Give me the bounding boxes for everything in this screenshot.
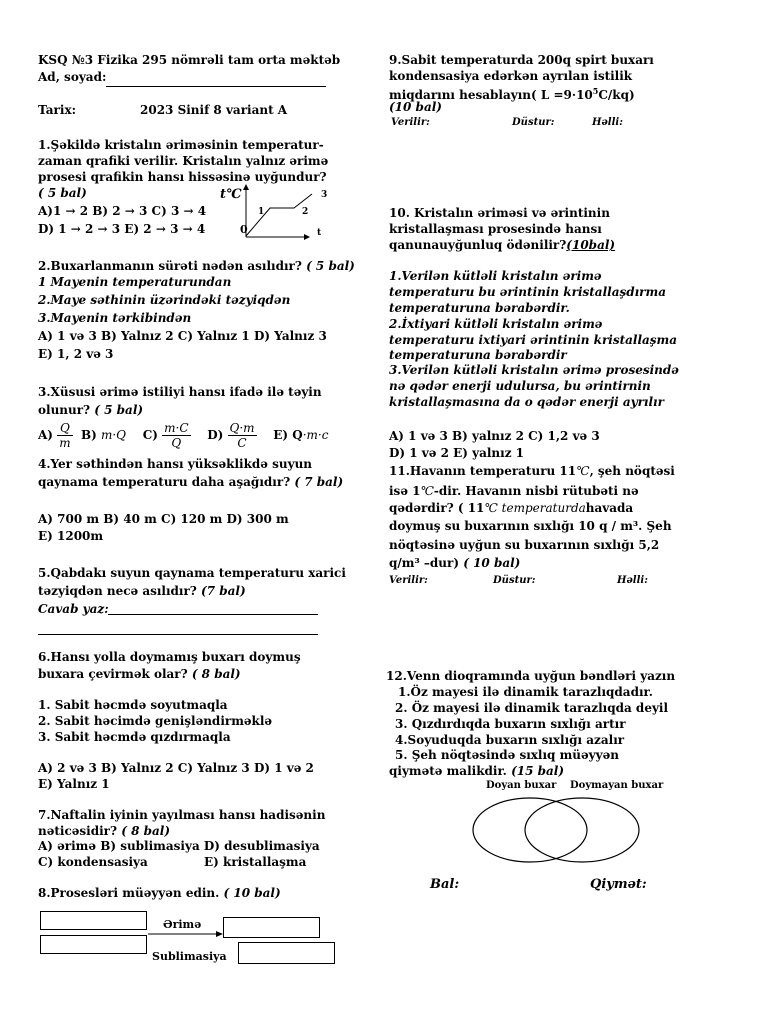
graph-origin: 0 [240,223,248,236]
q11-solution: Həlli: [617,575,648,586]
header-title: KSQ №3 Fizika 295 nömrəli tam orta məktəb [38,53,341,67]
q11-line-5: nöqtəsinə uyğun su buxarının sıxlığı 5,2 [389,538,660,552]
q10-item-3b: nə qədər enerji udulursa, bu ərintirnin [389,379,651,393]
q5-answer-line-1[interactable] [108,614,318,615]
q10-options-1: A) 1 və 3 B) yalnız 2 C) 1,2 və 3 [389,429,600,443]
q2-title: 2.Buxarlanmanın sürəti nədən asılıdır? ( 5 bal) [38,259,355,273]
q11-line-1: 11.Havanın temperaturu 11℃, şeh nöqtəsi [389,464,675,478]
q9-solution: Həlli: [592,117,623,128]
graph-x-arrow [304,234,310,240]
q11-line-6: q/m³ –dur) ( 10 bal) [389,556,521,570]
q8-label-sublimasiya: Sublimasiya [152,950,227,963]
q1-temperature-graph [220,182,336,242]
q8-title: 8.Prosesləri müəyyən edin. ( 10 bal) [38,886,281,900]
q8-box-right-top[interactable] [223,917,320,938]
q3-line-2: olunur? ( 5 bal) [38,403,144,417]
graph-point-1: 1 [258,207,265,217]
q9-given: Verilir: [391,117,430,128]
q6-line-2: buxara çevirmək olar? ( 8 bal) [38,667,241,681]
q8-label-erime: Ərimə [163,918,202,931]
graph-y-label: t℃ [220,187,242,202]
q2-options-1: A) 1 və 3 B) Yalnız 2 C) Yalnız 1 D) Yalnız 3 [38,329,327,343]
q8-box-right-bottom[interactable] [238,942,335,964]
q9-line-1: 9.Sabit temperaturda 200q spirt buxarı [389,53,654,67]
q12-item-4: 4.Soyuduqda buxarın sıxlığı azalır [395,733,625,747]
q1-options-2: D) 1 → 2 → 3 E) 2 → 3 → 4 [38,222,206,236]
q5-answer-line-2[interactable] [38,634,318,635]
venn-circle-right [525,798,639,862]
q11-line-2: isə 1℃-dir. Havanın nisbi rütubəti nə [389,484,639,498]
q9-line-3: miqdarını hesablayın( $L =9\cdot 10^5C/kq$) [389,86,635,102]
q10-item-1a: 1.Verilən kütləli kristalın ərimə [389,269,602,283]
q3-line-1: 3.Xüsusi ərimə istiliyi hansı ifadə ilə təyin [38,385,322,399]
q2-item-2: 2.Maye səthinin üzərindəki təzyiqdən [38,293,291,307]
q10-item-1c: temperaturuna bərabərdir. [389,301,570,315]
q10-line-1: 10. Kristalın əriməsi və ərintinin [389,206,610,220]
q10-line-2: kristallaşması prosesində hansı [389,222,602,236]
q11-line-4: doymuş su buxarının sıxlığı 10 q / m³. Şeh [389,519,672,533]
q7-options-1: A) ərimə B) sublimasiya D) desublimasiya [38,839,320,853]
q6-item-1: 1. Sabit həcmdə soyutmaqla [38,698,228,712]
q1-options-1: A)1 → 2 B) 2 → 3 C) 3 → 4 [38,204,207,218]
q10-item-3c: kristallaşmasına da o qədər enerji ayrılır [389,395,664,409]
q11-line-3: qədərdir? ( 11℃ temperaturdahavada [389,501,634,515]
q6-options-1: A) 2 və 3 B) Yalnız 2 C) Yalnız 3 D) 1 və 2 [38,761,314,775]
q6-line-1: 6.Hansı yolla doymamış buxarı doymuş [38,650,301,664]
q4-options-1: A) 700 m B) 40 m C) 120 m D) 300 m [38,512,289,526]
q6-item-3: 3. Sabit həcmdə qızdırmaqla [38,730,231,744]
q10-item-1b: temperaturu bu ərintinin kristallaşdırma [389,285,666,299]
q11-given: Verilir: [389,575,428,586]
q7-line-1: 7.Naftalin iyinin yayılması hansı hadisənin [38,808,326,822]
q2-item-3: 3.Mayenin tərkibindən [38,311,192,325]
year-class-variant: 2023 Sinif 8 variant A [140,103,288,117]
venn-diagram [470,795,640,865]
q5-answer-label: Cavab yaz: [38,602,109,616]
q12-item-5: 5. Şeh nöqtəsində sıxlıq müəyyən [395,748,619,762]
q10-item-2c: temperaturuna bərabərdir [389,348,567,362]
q7-line-2: nəticəsidir? ( 8 bal) [38,824,171,838]
q9-line-2: kondensasiya edərkən ayrılan istilik [389,69,633,83]
date-label: Tarix: [38,103,77,117]
q1-line-1: 1.Şəkildə kristalın əriməsinin temperatur- [38,138,324,152]
q1-line-3: prosesi qrafikin hansı hissəsinə uyğundur? [38,170,327,184]
q12-title: 12.Venn dioqramında uyğun bəndləri yazın [386,669,676,683]
q10-line-3: qanunauyğunluq ödənilir?(10bal) [389,238,616,252]
graph-point-3: 3 [321,190,328,200]
q5-line-2: təzyiqdən necə asılıdır? (7 bal) [38,584,246,598]
q6-options-2: E) Yalnız 1 [38,777,110,791]
venn-label-left: Doyan buxar [486,780,557,791]
q11-formula: Düstur: [493,575,536,586]
graph-y-arrow [243,184,249,190]
graph-point-2: 2 [302,207,309,217]
q12-item-2: 2. Öz mayesi ilə dinamik tarazlıqda deyil [395,701,669,715]
q10-item-2b: temperaturu ixtiyari ərintinin kristallaşma [389,333,678,347]
q2-options-2: E) 1, 2 və 3 [38,347,114,361]
venn-label-right: Doymayan buxar [570,780,664,791]
q4-options-2: E) 1200m [38,529,104,543]
q10-options-2: D) 1 və 2 E) yalnız 1 [389,446,525,460]
q4-line-1: 4.Yer səthindən hansı yüksəklikdə suyun [38,457,313,471]
q7-options-2b: E) kristallaşma [204,855,307,869]
q8-box-left-top[interactable] [40,911,147,930]
q2-item-1: 1 Mayenin temperaturundan [38,275,232,289]
grade-label: Qiymət: [590,877,647,892]
q12-item-3: 3. Qızdırdıqda buxarın sıxlığı artır [395,717,626,731]
q9-points: (10 bal) [389,100,442,114]
q1-line-2: zaman qrafiki verilir. Kristalın yalnız ərimə [38,154,329,168]
q5-line-1: 5.Qabdakı suyun qaynama temperaturu xarici [38,566,346,580]
name-label: Ad, soyad: [38,70,107,84]
q9-formula: Düstur: [512,117,555,128]
q7-options-2a: C) kondensasiya [38,855,148,869]
q3-options: A) $\frac{Q}{m}$ B) m·Q C) $\frac{m\cdot C}{Q}$ D) $\frac{Q\cdot m}{C}$ E) Q·m·c [38,421,329,450]
graph-x-label: t [317,228,322,238]
q1-points: ( 5 bal) [38,186,87,200]
q12-item-1: 1.Öz mayesi ilə dinamik tarazlıqdadır. [398,685,653,699]
name-field-line[interactable] [106,86,326,87]
q4-line-2: qaynama temperaturu daha aşağıdır? ( 7 bal) [38,475,344,489]
q10-item-2a: 2.İxtiyari kütləli kristalın ərimə [389,317,603,331]
q12-last-line: qiymətə malikdir. (15 bal) [389,764,565,778]
q8-arrow-1 [148,930,224,938]
q8-box-left-bottom[interactable] [40,935,147,954]
q10-item-3a: 3.Verilən kütləli kristalın ərimə prosesində [389,363,679,377]
q6-item-2: 2. Sabit həcimdə genişləndirməklə [38,714,273,728]
score-label: Bal: [430,877,460,892]
venn-circle-left [473,798,587,862]
